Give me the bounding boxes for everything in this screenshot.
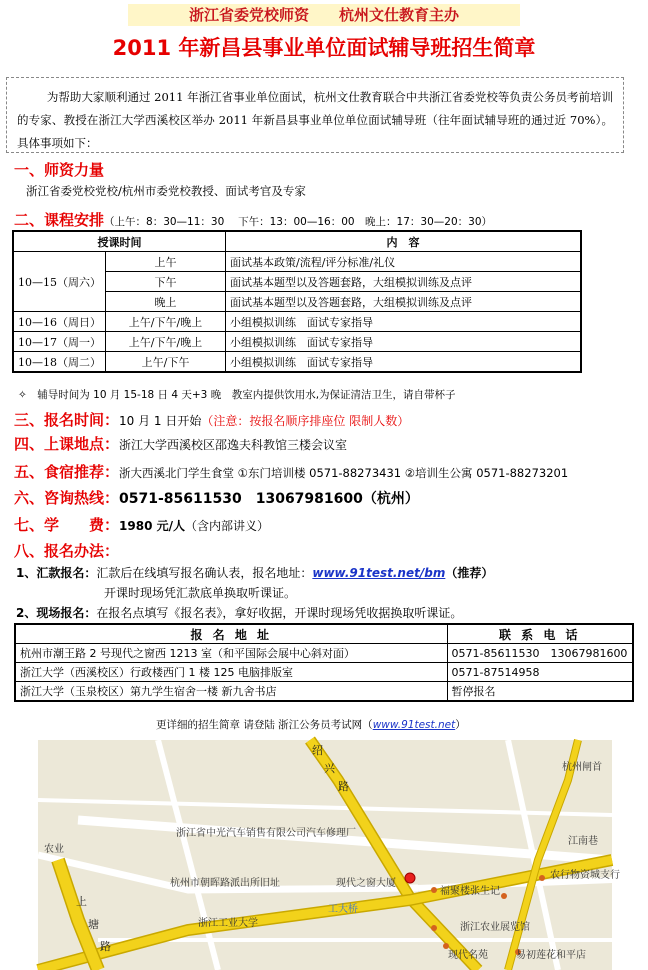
map-poi-dot — [443, 943, 449, 949]
signup-header-row — [15, 624, 633, 644]
table-row — [13, 252, 581, 272]
schedule-header-row — [13, 231, 581, 252]
schedule-slot: 下午 — [106, 272, 226, 292]
map-label: 路 — [338, 780, 349, 793]
section-teachers-text: 浙江省委党校党校/杭州市委党校教授、面试考官及专家 — [26, 184, 306, 198]
section-schedule-heading — [14, 210, 492, 232]
lodging-value: 浙大西溪北门学生食堂 ①东门培训楼 0571-88273431 ②培训生公寓 0571-88273201 — [119, 466, 569, 480]
hotline-value: 0571-85611530 13067981600（杭州） — [119, 491, 419, 507]
more-info-line — [156, 716, 466, 734]
schedule-hours: （上午：8：30—11：30 下午：13：00—16：00 晚上：17：30—20：30） — [104, 216, 493, 228]
schedule-content: 小组模拟训练 面试专家指导 — [226, 312, 582, 332]
section-teachers-heading: 一、师资力量 — [14, 161, 105, 179]
schedule-table — [12, 230, 582, 373]
map-label: 上 — [76, 895, 87, 908]
map-label: 路 — [100, 940, 111, 953]
map-label: 杭州市朝晖路派出所旧址 — [170, 878, 280, 889]
remit-signup-line — [16, 564, 493, 582]
map-label: 现代之窗大厦 — [336, 878, 396, 889]
onsite-signup-line — [16, 604, 462, 622]
hotline-label: 六、咨询热线： — [14, 489, 120, 507]
table-row — [15, 682, 633, 702]
map-label: 现代名苑 — [448, 950, 488, 961]
section-location — [14, 434, 347, 455]
location-value: 浙江大学西溪校区邵逸夫科教馆三楼会议室 — [119, 438, 348, 452]
table-row — [15, 644, 633, 663]
table-row — [15, 663, 633, 682]
remit-signup-label: 1、汇款报名： — [16, 566, 97, 580]
signup-address: 浙江大学（玉泉校区）第九学生宿舍一楼 新九舍书店 — [15, 682, 447, 702]
remit-signup-tail: （推荐） — [445, 566, 494, 580]
map-marker-target — [405, 873, 415, 883]
schedule-heading-label: 二、课程安排 — [14, 211, 105, 229]
onsite-signup-text: 在报名点填写《报名表》，拿好收据，开课时现场凭收据换取听课证。 — [96, 606, 463, 620]
signup-address: 浙江大学（西溪校区）行政楼西门 1 楼 125 电脑排版室 — [15, 663, 447, 682]
onsite-signup-label: 2、现场报名： — [16, 606, 97, 620]
organizer-banner: 浙江省委党校师资 杭州文仕教育主办 — [128, 4, 520, 26]
map-poi-dot — [431, 925, 437, 931]
map-label: 农行物资城支行 — [550, 870, 620, 881]
schedule-slot: 上午/下午/晚上 — [106, 332, 226, 352]
map-label: 杭州闸首 — [562, 762, 602, 773]
signup-phone: 0571-85611530 13067981600 — [447, 644, 633, 663]
map-label: 绍 — [312, 744, 323, 757]
table-row — [13, 352, 581, 373]
map-label: 农业 — [44, 844, 64, 855]
signup-time-note: （注意：按报名顺序排座位 限制人数） — [201, 414, 410, 428]
website-link[interactable]: www.91test.net — [372, 719, 456, 731]
signup-col-phone: 联 系 电 话 — [447, 624, 633, 644]
schedule-content: 小组模拟训练 面试专家指导 — [226, 352, 582, 373]
section-signup-method-heading: 八、报名办法： — [14, 542, 120, 560]
schedule-note: ✧ 辅导时间为 10 月 15-18 日 4 天+3 晚 教室内提供饮用水,为保证清洁卫生，请自带杯子 — [18, 389, 456, 401]
map-label: 兴 — [324, 762, 335, 775]
schedule-slot: 上午 — [106, 252, 226, 272]
fee-extra: （含内部讲义） — [184, 519, 269, 533]
more-info-suffix: ） — [455, 719, 466, 731]
map-label: 浙江农业展览馆 — [460, 922, 530, 933]
signup-time-label: 三、报名时间： — [14, 411, 120, 429]
schedule-date: 10—18（周二） — [13, 352, 106, 373]
map-label: 浙江省中光汽车销售有限公司汽车修理厂 — [176, 828, 356, 839]
section-hotline — [14, 488, 419, 509]
fee-label: 七、学 费： — [14, 516, 120, 534]
schedule-date: 10—16（周日） — [13, 312, 106, 332]
location-label: 四、上课地点： — [14, 435, 120, 453]
schedule-slot: 上午/下午/晚上 — [106, 312, 226, 332]
schedule-date: 10—17（周一） — [13, 332, 106, 352]
schedule-content: 面试基本题型以及答题套路，大组模拟训练及点评 — [226, 272, 582, 292]
schedule-slot: 晚上 — [106, 292, 226, 312]
schedule-date: 10—15（周六） — [13, 252, 106, 312]
map-poi-dot — [431, 887, 437, 893]
schedule-content: 小组模拟训练 面试专家指导 — [226, 332, 582, 352]
section-fee — [14, 515, 269, 536]
map-label: 塘 — [88, 918, 99, 931]
remit-signup-text: 汇款后在线填写报名确认表，报名地址： — [96, 566, 313, 580]
map-label: 福聚楼张生记 — [440, 886, 500, 897]
map-label: 工大桥 — [328, 904, 358, 915]
schedule-content: 面试基本题型以及答题套路，大组模拟训练及点评 — [226, 292, 582, 312]
schedule-content: 面试基本政策/流程/评分标准/礼仪 — [226, 252, 582, 272]
map-poi-dot — [501, 893, 507, 899]
table-row — [13, 332, 581, 352]
location-map — [38, 740, 620, 970]
signup-locations-table — [14, 623, 634, 702]
map-label: 江南巷 — [568, 836, 598, 847]
lodging-label: 五、食宿推荐： — [14, 463, 120, 481]
signup-phone: 暂停报名 — [447, 682, 633, 702]
map-poi-dot — [539, 875, 545, 881]
signup-link[interactable]: www.91test.net/bm — [312, 566, 446, 580]
signup-address: 杭州市潮王路 2 号现代之窗西 1213 室（和平国际会展中心斜对面） — [15, 644, 447, 663]
signup-phone: 0571-87514958 — [447, 663, 633, 682]
signup-col-address: 报 名 地 址 — [15, 624, 447, 644]
remit-signup-line2: 开课时现场凭汇款底单换取听课证。 — [104, 586, 297, 600]
intro-paragraph: 为帮助大家顺利通过 2011 年浙江省事业单位面试，杭州文仕教育联合中共浙江省委党校等负责公务员考前培训的专家、教授在浙江大学西溪校区举办 2011 年新昌县事业单位单位面试辅导班（往年面试辅导班的通过近 70%）。具体事项如下： — [6, 77, 624, 153]
section-signup-time — [14, 410, 409, 431]
page-title: 2011 年新昌县事业单位面试辅导班招生简章 — [112, 36, 536, 60]
table-row — [13, 312, 581, 332]
schedule-slot: 上午/下午 — [106, 352, 226, 373]
fee-value: 1980 元/人 — [119, 519, 185, 533]
map-label: 浙江工业大学 — [198, 918, 258, 929]
section-lodging — [14, 462, 568, 483]
schedule-col-time: 授课时间 — [13, 231, 226, 252]
schedule-col-content: 内 容 — [226, 231, 582, 252]
map-canvas — [38, 740, 620, 970]
more-info-prefix: 更详细的招生简章 请登陆 浙江公务员考试网（ — [156, 719, 373, 731]
map-label: 易初莲花和平店 — [516, 950, 586, 961]
signup-time-value: 10 月 1 日开始 — [119, 414, 202, 428]
